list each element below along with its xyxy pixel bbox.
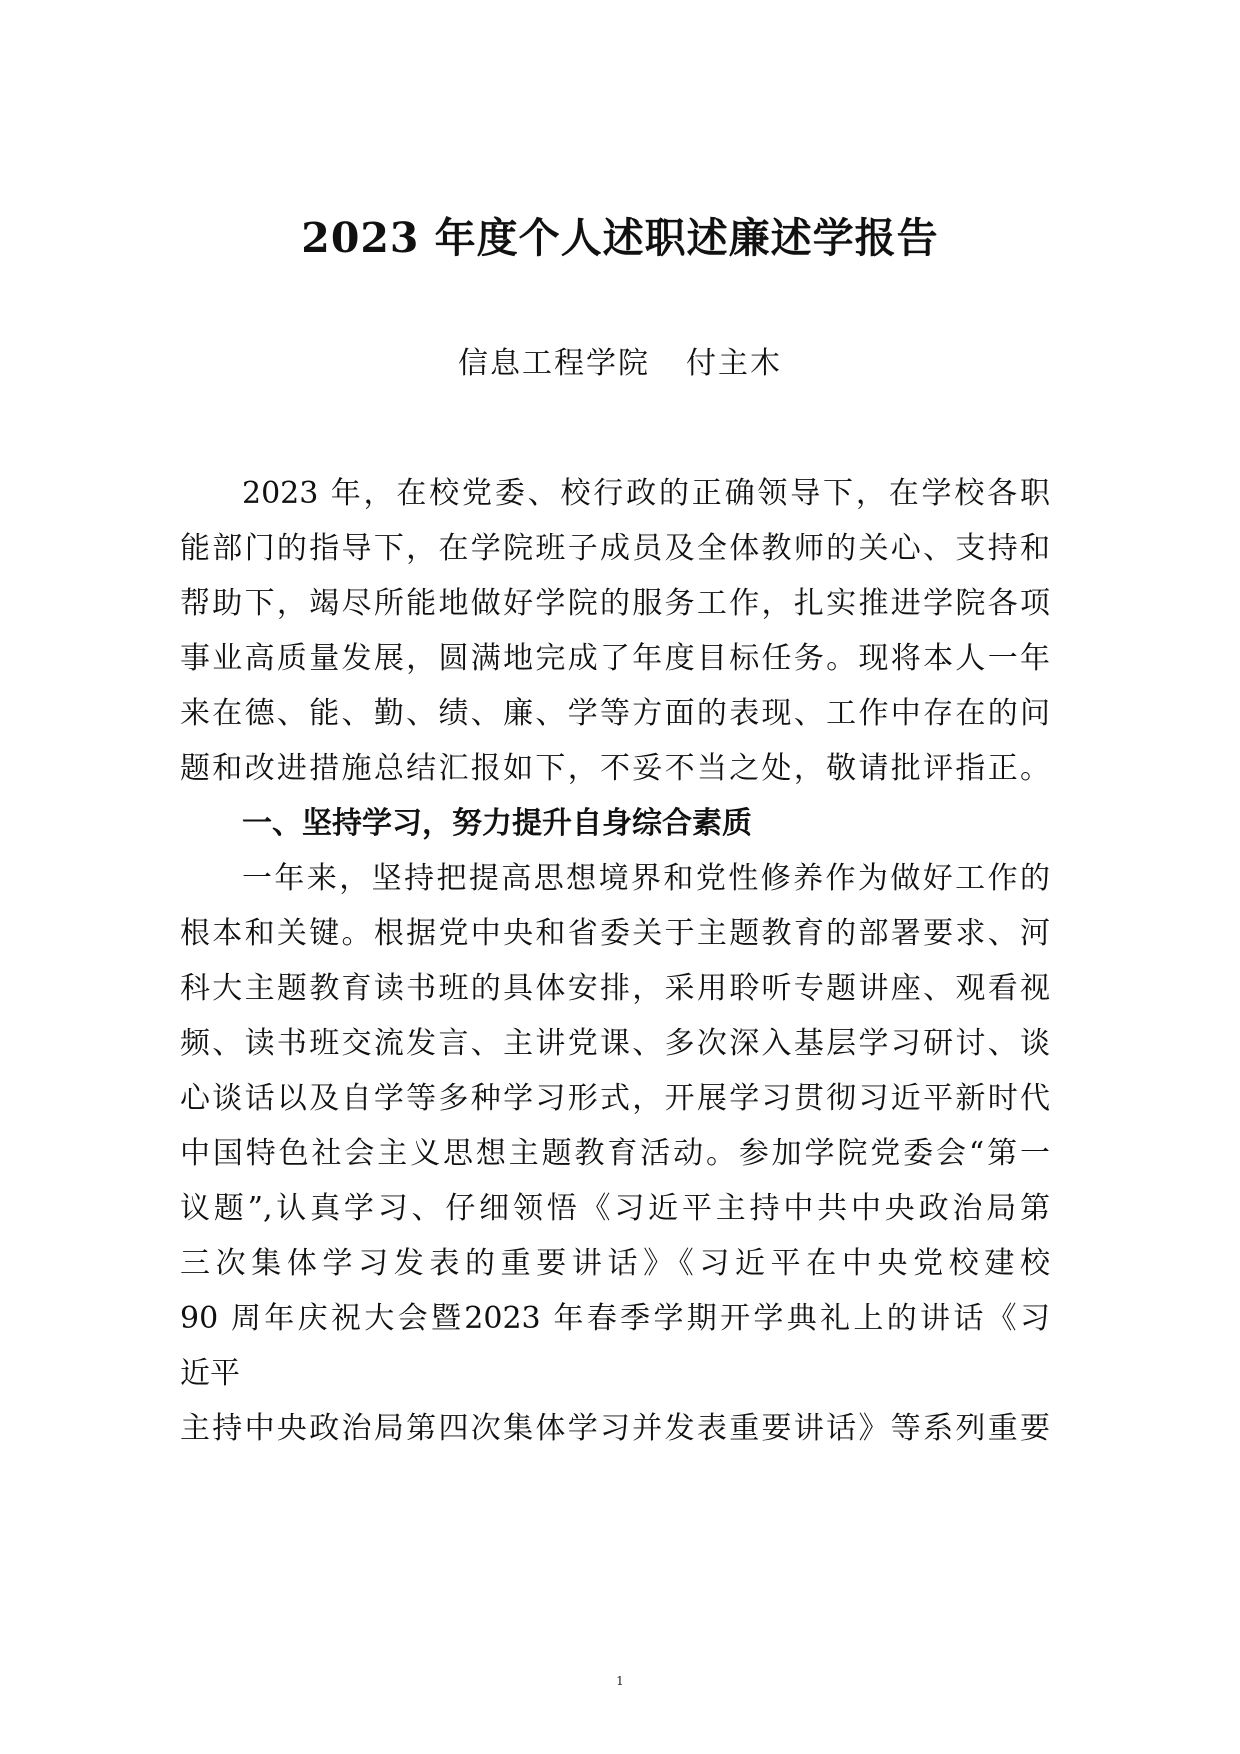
paragraph-study xyxy=(180,851,1050,1456)
document-title: 2023 年度个人述职述廉述学报告 xyxy=(301,214,939,262)
text-line: 题和改进措施总结汇报如下，不妥不当之处，敬请批评指正。 xyxy=(180,751,1050,786)
text-line: 三次集体学习发表的重要讲话》《习近平在中央党校建校 xyxy=(180,1246,1050,1281)
document-body xyxy=(180,466,1050,1456)
text-line: 2023 年，在校党委、校行政的正确领导下，在学校各职 xyxy=(242,476,1050,511)
text-line: 能部门的指导下，在学院班子成员及全体教师的关心、支持和 xyxy=(180,531,1050,566)
author-organization: 信息工程学院 xyxy=(458,346,650,381)
text-line: 心谈话以及自学等多种学习形式，开展学习贯彻习近平新时代 xyxy=(180,1081,1050,1116)
text-line: 主持中央政治局第四次集体学习并发表重要讲话》等系列重要 xyxy=(180,1411,1050,1446)
byline xyxy=(0,342,1240,386)
text-line: 中国特色社会主义思想主题教育活动。参加学院党委会“第一 xyxy=(180,1136,1050,1171)
author-name: 付主木 xyxy=(686,346,782,381)
text-line: 近平 xyxy=(180,1356,240,1391)
text-line: 议题”,认真学习、仔细领悟《习近平主持中共中央政治局第 xyxy=(180,1191,1050,1226)
section-heading: 一、坚持学习，努力提升自身综合素质 xyxy=(242,806,752,841)
paragraph-intro xyxy=(180,466,1050,796)
text-line: 来在德、能、勤、绩、廉、学等方面的表现、工作中存在的问 xyxy=(180,696,1050,731)
text-line: 事业高质量发展，圆满地完成了年度目标任务。现将本人一年 xyxy=(180,641,1050,676)
text-line: 90 周年庆祝大会暨2023 年春季学期开学典礼上的讲话《习 xyxy=(180,1301,1050,1336)
page-number: 1 xyxy=(616,1674,624,1688)
text-line: 科大主题教育读书班的具体安排，采用聆听专题讲座、观看视 xyxy=(180,971,1050,1006)
text-line: 频、读书班交流发言、主讲党课、多次深入基层学习研讨、谈 xyxy=(180,1026,1050,1061)
text-line: 一年来，坚持把提高思想境界和党性修养作为做好工作的 xyxy=(242,861,1050,896)
text-line: 根本和关键。根据党中央和省委关于主题教育的部署要求、河 xyxy=(180,916,1050,951)
text-line: 帮助下，竭尽所能地做好学院的服务工作，扎实推进学院各项 xyxy=(180,586,1050,621)
